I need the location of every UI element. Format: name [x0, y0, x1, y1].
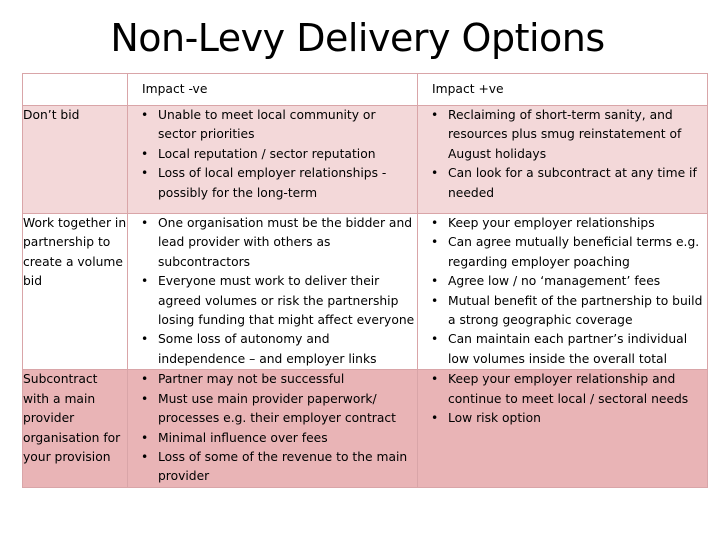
bullet-icon: • — [141, 166, 149, 181]
list-item: • Mutual benefit of the partnership to build a strong geographic coverage — [431, 293, 703, 328]
bullet-icon: • — [431, 411, 439, 426]
list-item: • Reclaiming of short-term sanity, and resources plus smug reinstatement of August holidays — [431, 108, 682, 161]
table-row-partnership — [23, 214, 708, 370]
impact-positive-list — [418, 106, 707, 203]
list-item: • Local reputation / sector reputation — [128, 145, 417, 164]
bullet-icon: • — [431, 293, 439, 308]
impact-negative-cell — [128, 214, 418, 370]
bullet-icon: • — [141, 274, 149, 289]
impact-positive-list — [418, 370, 707, 428]
impact-negative-list — [128, 106, 417, 203]
bullet-icon: • — [141, 146, 149, 161]
impact-negative-list — [128, 370, 417, 486]
slide-title: Non-Levy Delivery Options — [110, 16, 605, 60]
list-item: • Agree low / no ‘management’ fees — [418, 272, 707, 291]
table-row-subcontract — [23, 370, 708, 487]
bullet-icon: • — [431, 332, 439, 347]
header-impact-positive: Impact +ve — [418, 74, 708, 106]
list-item: • Must use main provider paperwork/ processes e.g. their employer contract — [141, 391, 396, 426]
bullet-icon: • — [431, 274, 439, 289]
bullet-icon: • — [431, 108, 439, 122]
list-item: • Some loss of autonomy and independence – and employer links — [141, 332, 377, 366]
list-item: • Loss of local employer relationships - possibly for the long-term — [141, 166, 387, 200]
bullet-icon: • — [431, 216, 439, 231]
option-label: Work together in partnership to create a volume bid — [23, 214, 128, 370]
list-item: • One organisation must be the bidder and lead provider with others as subcontractors — [141, 216, 413, 269]
bullet-icon: • — [141, 391, 149, 406]
list-item: • Minimal influence over fees — [128, 429, 417, 448]
table-row-dont-bid — [23, 106, 708, 214]
header-option — [23, 74, 128, 106]
impact-positive-list — [418, 214, 707, 369]
bullet-icon: • — [141, 216, 149, 231]
list-item: • Keep your employer relationship and continue to meet local / sectoral needs — [431, 372, 689, 406]
bullet-icon: • — [141, 332, 149, 347]
bullet-icon: • — [431, 166, 439, 181]
list-item: • Can maintain each partner’s individual low volumes inside the overall total — [431, 332, 688, 366]
bullet-icon: • — [141, 449, 149, 464]
bullet-icon: • — [431, 235, 439, 250]
option-label: Don’t bid — [23, 106, 128, 214]
bullet-icon: • — [141, 372, 149, 387]
list-item: • Can agree mutually beneficial terms e.g. regarding employer poaching — [431, 235, 700, 269]
list-item: • Loss of some of the revenue to the main provider — [141, 449, 408, 484]
list-item: • Low risk option — [418, 409, 707, 428]
impact-negative-list — [128, 214, 417, 369]
impact-negative-cell — [128, 370, 418, 487]
options-table — [22, 73, 708, 488]
impact-positive-cell — [418, 214, 708, 370]
bullet-icon: • — [141, 430, 149, 445]
option-label: Subcontract with a main provider organisation for your provision — [23, 370, 128, 487]
impact-negative-cell — [128, 106, 418, 214]
impact-positive-cell — [418, 370, 708, 487]
list-item: • Keep your employer relationships — [418, 214, 707, 233]
list-item: • Everyone must work to deliver their agreed volumes or risk the partnership losing funding that might affect everyone — [141, 274, 415, 328]
impact-positive-cell — [418, 106, 708, 214]
list-item: • Can look for a subcontract at any time if needed — [431, 166, 697, 200]
list-item: • Unable to meet local community or sector priorities — [141, 108, 376, 142]
bullet-icon: • — [141, 108, 149, 122]
header-impact-negative: Impact -ve — [128, 74, 418, 106]
table-header-row — [23, 74, 708, 106]
list-item: • Partner may not be successful — [128, 370, 417, 389]
bullet-icon: • — [431, 372, 439, 387]
